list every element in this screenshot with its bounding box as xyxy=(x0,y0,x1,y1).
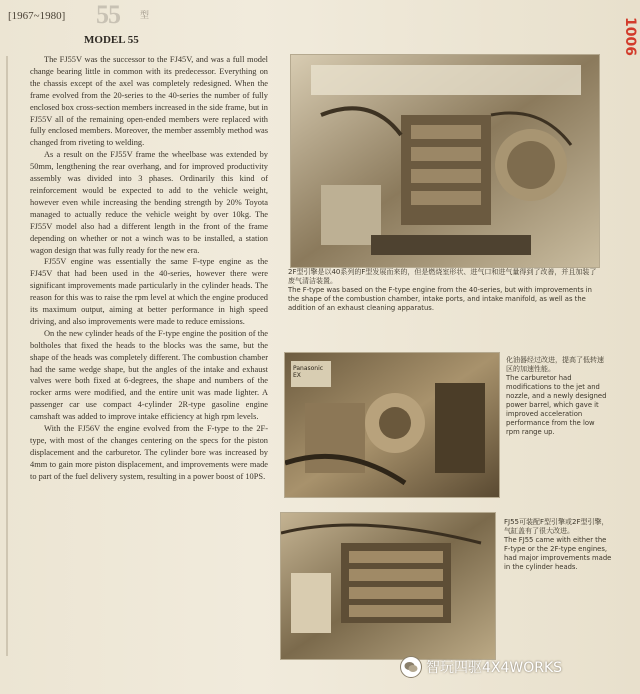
caption-zh: FJ55可装配F型引擎或2F型引擎，气缸盖有了很大改进。 xyxy=(504,518,609,535)
watermark xyxy=(400,655,562,679)
side-tab: 1006 xyxy=(622,16,638,56)
cylinder-head-image xyxy=(281,513,495,659)
photo-caption-top xyxy=(288,268,598,313)
engine-bay-image xyxy=(291,55,599,267)
paragraph: On the new cylinder heads of the F-type engine the position of the boltholes that fixed the heads to the blocks was the same, but the shape of the heads was completely different. The combustion chamber had the same wedge shape, but the angles of the intake and exhaust valves were both fixed at 6-degrees, the shape and numbers of the rocker arms were modified, and the entire unit was made lighter. A passenger car use compact 4-cylinder 2R-type gasoline engine camshaft was added to improve intake efficiency at high rpm levels. xyxy=(30,328,268,422)
section-title: MODEL 55 xyxy=(84,34,139,46)
model-number-suffix: 型 xyxy=(140,11,150,21)
caption-en: The F-type was based on the F-type engine from the 40-series, but with improvements in the shape of the combustion chamber, intake ports, and intake manifold, as well as the addition of an exhaust cleaning apparatus. xyxy=(288,286,592,312)
paragraph: As a result on the FJ55V frame the wheelbase was extended by 50mm, lengthening the rear overhang, and for improved productivity assembly was divided into 3 phases. Ordinarily this kind of reinforcement would be expected to add to the vehicle weight, however even while increasing the bending strength by 20% Toyota managed to actually reduce the vehicle weight by over 10kg. The FJ55V model also had a different length in the front of the frame depending on whether or not a winch was to be installed, a station wagon design that was fully ready for the new era. xyxy=(30,150,268,255)
engine-photo-bottom xyxy=(280,512,496,660)
caption-zh: 2F型引擎是以40系列的F型发展而来的，但是燃烧室形状、进气口和进气量得到了改善，并且加装了废气清洁装置。 xyxy=(288,268,597,285)
carburetor-photo xyxy=(284,352,500,498)
caption-en: The carburetor had modifications to the jet and nozzle, and a newly designed power barrel, which gave it improved acceleration performance from the low rpm range up. xyxy=(506,374,607,436)
caption-zh: 化油器经过改进，提高了低转速区的加速性能。 xyxy=(506,356,604,373)
left-margin-rule xyxy=(6,56,8,656)
page-header xyxy=(0,0,280,29)
battery-label: Panasonic EX xyxy=(293,365,324,379)
paragraph: FJ55V engine was essentially the same F-type engine as the FJ45V that had been used in the 40-series, however there were significant improvements made particularly in the cylinder heads. The reason for this was to raise the rpm level at which the engine produced its maximum output, aiming at better performance in high speed driving, and also improvements were made to reduce emissions. xyxy=(30,257,268,326)
article-body xyxy=(30,54,268,483)
photo-caption-bottom xyxy=(504,518,612,572)
paragraph: With the FJ56V the engine evolved from the F-type to the 2F-type, with most of the changes centering on the specs for the piston displacement and the carburetor. The cylinder bore was increased by 4mm to gain more piston displacement, and improvements were made to part of the fuel delivery system, resulting in a power boost of 10PS. xyxy=(30,424,268,481)
era-label: [1967~1980] xyxy=(8,10,66,22)
caption-en: The FJ55 came with either the F-type or the 2F-type engines, had major improvements made in the cylinder heads. xyxy=(504,536,612,571)
photo-caption-middle xyxy=(506,356,610,437)
wechat-icon xyxy=(400,656,422,678)
engine-bay-photo-top xyxy=(290,54,600,268)
model-number: 55 xyxy=(96,0,120,29)
paragraph: The FJ55V was the successor to the FJ45V, and was a full model change bearing little in common with its predecessor. Everything on the chassis except of the axel was completely redesigned. When the frame evolved from the 20-series to the 40-series the number of fully enclosed box cross-section members increased in the side frame, but in FJ55V all of the remaining open-ended members were replaced with fully enclosed members. Moreover, the member assembly method was changed from riveting to welding. xyxy=(30,55,268,148)
watermark-text: 智玩四驱4X4WORKS xyxy=(426,660,563,676)
